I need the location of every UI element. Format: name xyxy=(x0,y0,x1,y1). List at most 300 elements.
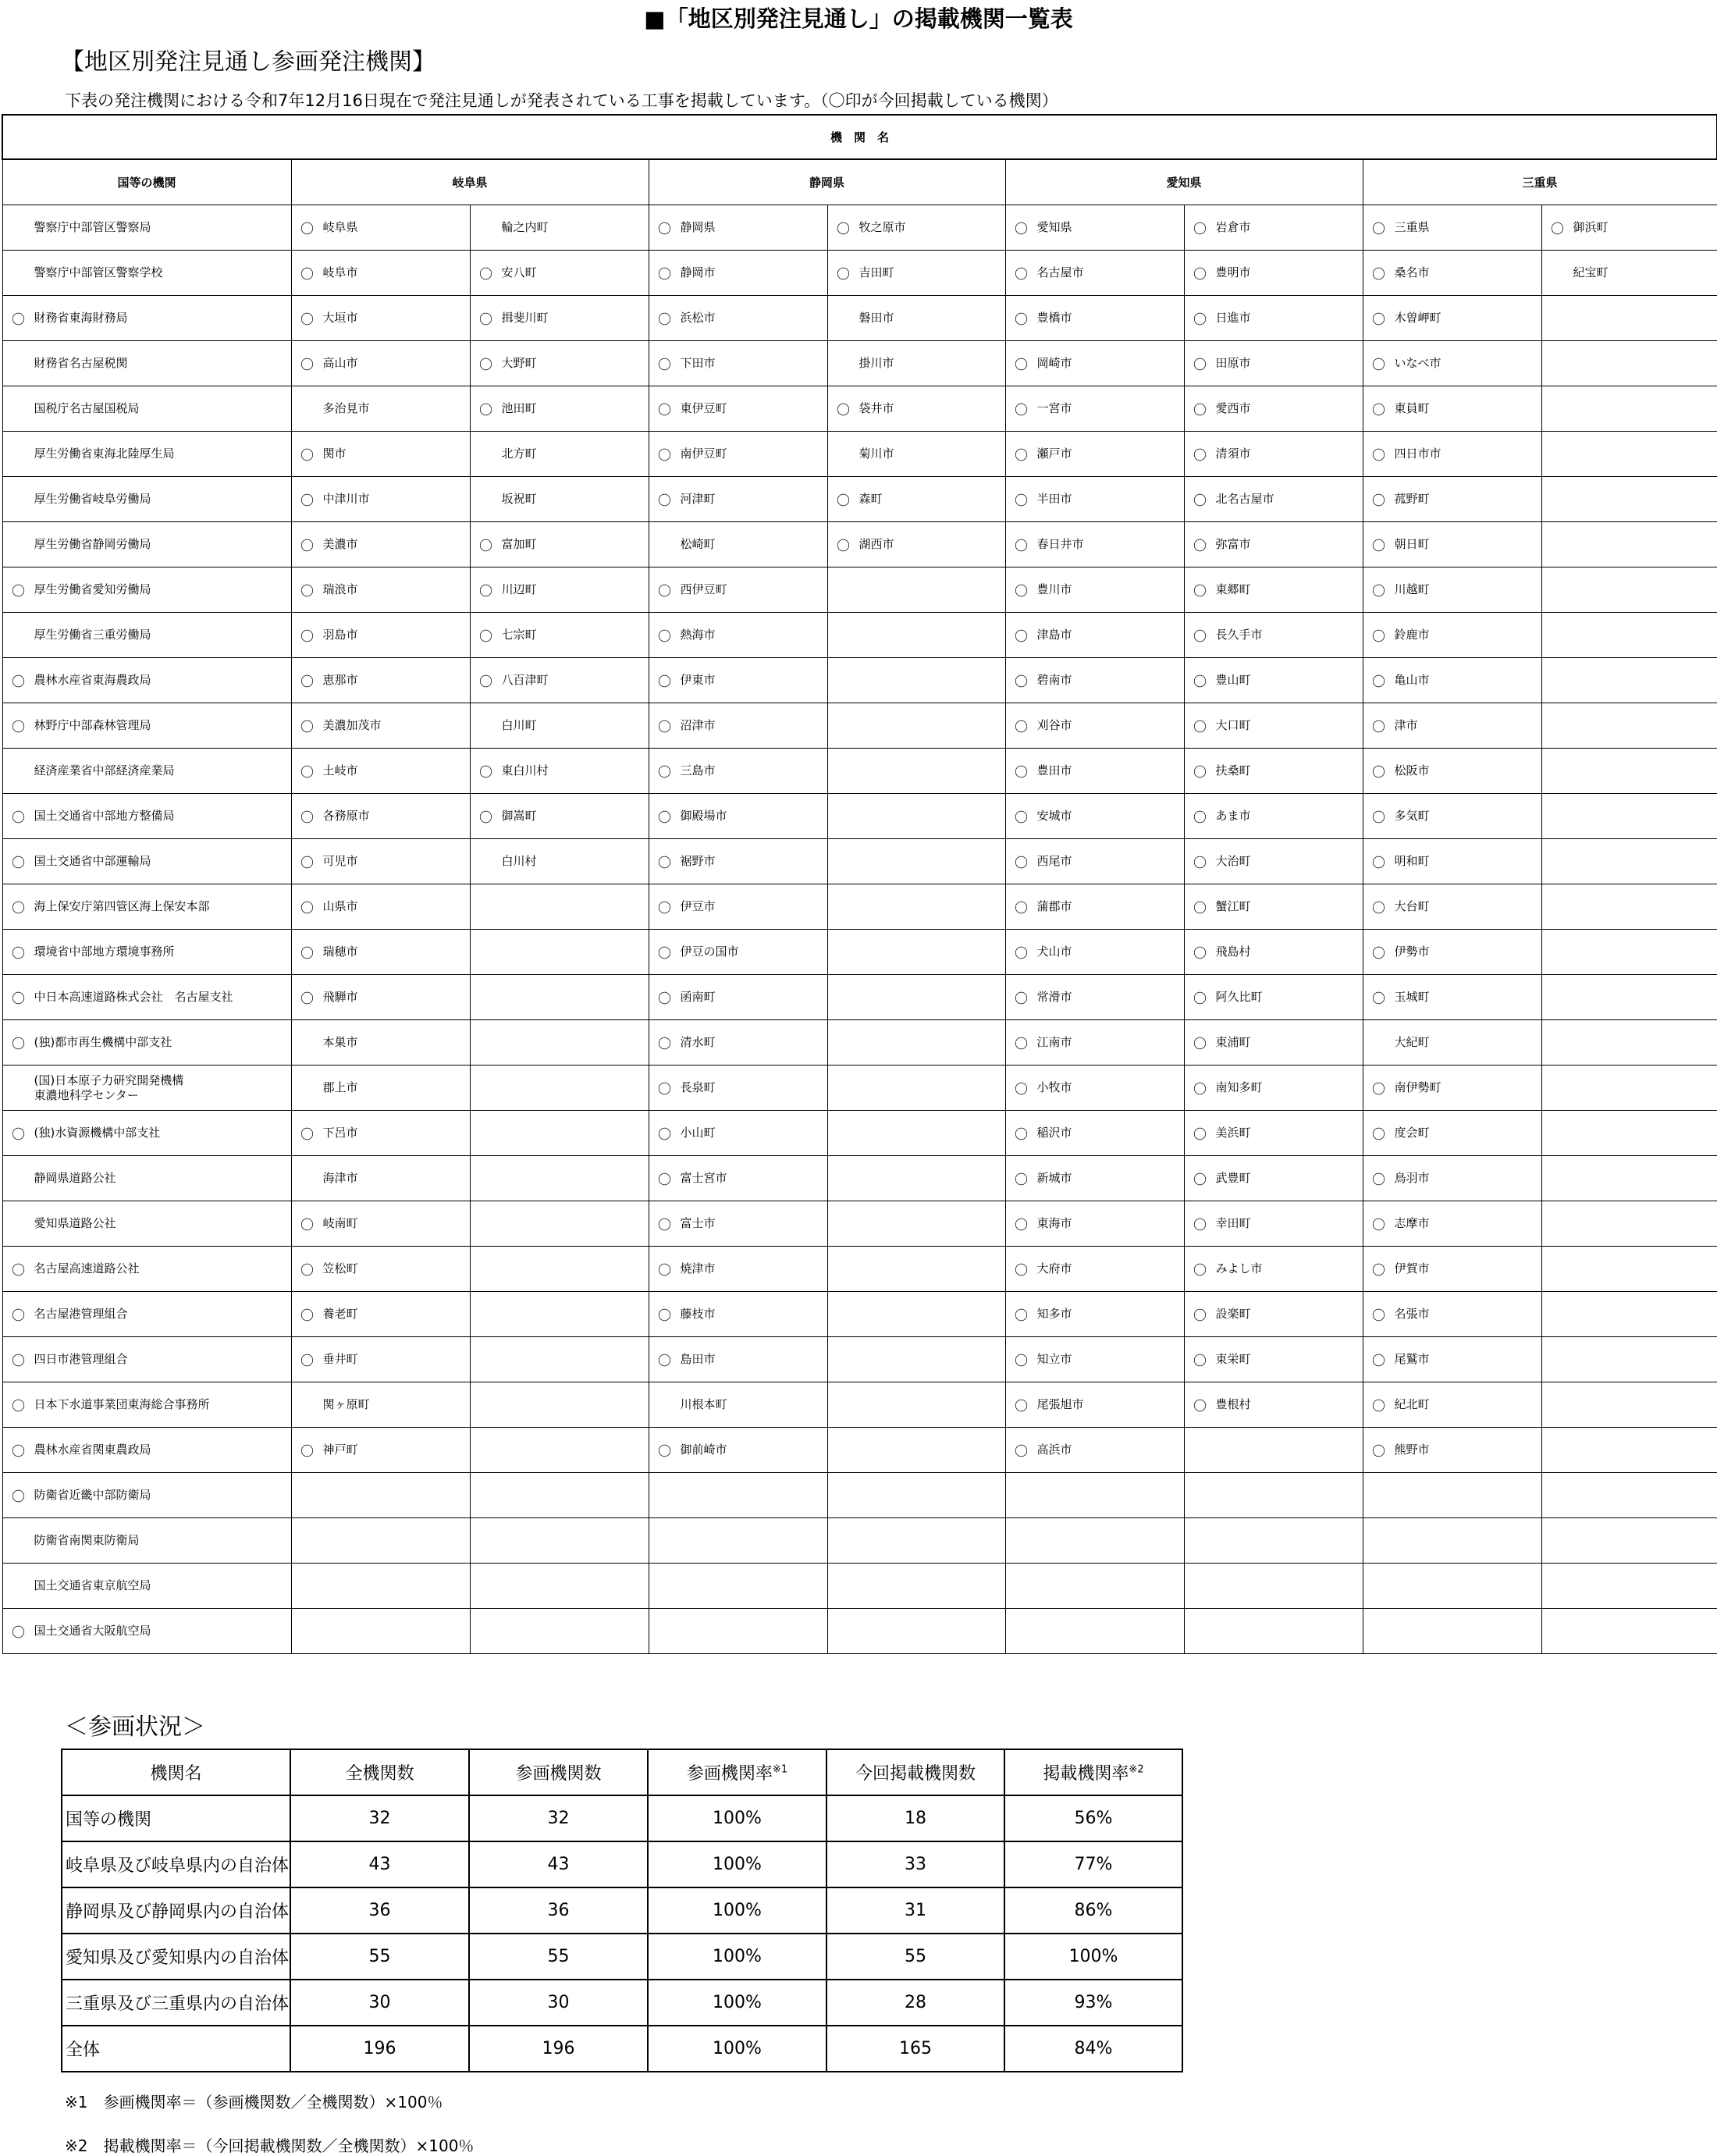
municipality-cell xyxy=(470,1518,649,1564)
municipality-name: 浜松市 xyxy=(680,311,716,325)
agency-cell xyxy=(2,1428,291,1473)
municipality-cell xyxy=(291,1020,470,1066)
municipality-cell xyxy=(827,1201,1005,1247)
column-header-shizuoka: 静岡県 xyxy=(649,159,1005,205)
agency-cell xyxy=(2,884,291,930)
municipality-name: 美濃市 xyxy=(322,537,358,551)
municipality-cell xyxy=(827,386,1005,432)
municipality-cell xyxy=(1005,930,1184,975)
listed-mark: 〇 xyxy=(1372,539,1385,554)
municipality-cell xyxy=(470,567,649,613)
municipality-name: 羽島市 xyxy=(322,628,358,642)
status-column-header xyxy=(62,1749,290,1795)
listed-mark: 〇 xyxy=(1372,946,1385,962)
municipality-name: 飛騨市 xyxy=(322,990,358,1004)
municipality-name: 関ヶ原町 xyxy=(322,1397,370,1411)
municipality-cell xyxy=(1005,251,1184,296)
municipality-name: 東浦町 xyxy=(1215,1035,1251,1049)
municipality-cell xyxy=(291,1247,470,1292)
municipality-cell xyxy=(291,341,470,386)
municipality-cell xyxy=(1005,1473,1184,1518)
municipality-cell xyxy=(291,386,470,432)
municipality-name: 尾鷲市 xyxy=(1394,1352,1430,1366)
municipality-cell xyxy=(1541,432,1717,477)
column-header-gifu: 岐阜県 xyxy=(291,159,649,205)
municipality-name: 津島市 xyxy=(1036,628,1072,642)
municipality-name: 蒲郡市 xyxy=(1036,899,1072,913)
status-row xyxy=(62,1934,1182,1980)
listed-mark: 〇 xyxy=(1372,1399,1385,1414)
listed-mark: 〇 xyxy=(1015,1444,1028,1460)
municipality-cell xyxy=(827,1382,1005,1428)
table-row xyxy=(2,1111,1717,1156)
agency-name: 財務省東海財務局 xyxy=(34,311,128,325)
agency-name: 国土交通省中部運輸局 xyxy=(34,854,151,868)
municipality-name: 弥富市 xyxy=(1215,537,1251,551)
status-row xyxy=(62,2026,1182,2072)
footnote-1: ※1 参画機関率＝（参画機関数／全機関数）×100％ xyxy=(65,2093,443,2112)
listed-mark: 〇 xyxy=(658,403,671,418)
table-row xyxy=(2,1337,1717,1382)
municipality-name: 吉田町 xyxy=(858,265,894,279)
agency-cell xyxy=(2,1518,291,1564)
municipality-cell xyxy=(1005,658,1184,703)
listed-mark: 〇 xyxy=(1193,1399,1207,1414)
listed-mark: 〇 xyxy=(1015,1082,1028,1098)
municipality-cell xyxy=(827,884,1005,930)
municipality-name: 瀬戸市 xyxy=(1036,446,1072,461)
municipality-cell xyxy=(1184,1428,1363,1473)
description-note: 下表の発注機関における令和7年12月16日現在で発注見通しが発表されている工事を掲載しています。（〇印が今回掲載している機関） xyxy=(65,91,1058,110)
municipality-name: 大口町 xyxy=(1215,718,1251,732)
listed-mark: 〇 xyxy=(1015,493,1028,509)
status-value: 55 xyxy=(469,1934,648,1980)
municipality-name: 亀山市 xyxy=(1394,673,1430,687)
listed-mark: 〇 xyxy=(1372,1444,1385,1460)
municipality-cell xyxy=(1184,1473,1363,1518)
status-value: 18 xyxy=(827,1795,1004,1841)
listed-mark: 〇 xyxy=(1372,493,1385,509)
municipality-name: 玉城町 xyxy=(1394,990,1430,1004)
listed-mark: 〇 xyxy=(658,629,671,645)
table-row xyxy=(2,794,1717,839)
municipality-cell xyxy=(649,1473,827,1518)
municipality-cell xyxy=(827,749,1005,794)
table-row xyxy=(2,658,1717,703)
status-value: 100% xyxy=(648,1980,827,2026)
municipality-cell xyxy=(1184,839,1363,884)
status-column-header xyxy=(469,1749,648,1795)
municipality-cell xyxy=(1363,1473,1541,1518)
agency-cell xyxy=(2,296,291,341)
listed-mark: 〇 xyxy=(837,539,850,554)
municipality-name: 岡崎市 xyxy=(1036,356,1072,370)
municipality-cell xyxy=(1363,1518,1541,1564)
agency-name: 農林水産省関東農政局 xyxy=(34,1443,151,1457)
column-header-national: 国等の機関 xyxy=(2,159,291,205)
municipality-name: 豊山町 xyxy=(1215,673,1251,687)
table-row xyxy=(2,1292,1717,1337)
agency-name: 環境省中部地方環境事務所 xyxy=(34,945,175,959)
listed-mark: 〇 xyxy=(1372,1127,1385,1143)
agency-name: 厚生労働省東海北陸厚生局 xyxy=(34,446,175,461)
status-value: 100% xyxy=(648,1795,827,1841)
municipality-name: 御前崎市 xyxy=(680,1443,727,1457)
agency-name: 財務省名古屋税関 xyxy=(34,356,128,370)
municipality-cell xyxy=(1363,1428,1541,1473)
municipality-name: 武豊町 xyxy=(1215,1171,1251,1185)
municipality-cell xyxy=(1363,884,1541,930)
agency-cell xyxy=(2,1156,291,1201)
listed-mark: 〇 xyxy=(1193,856,1207,871)
status-category: 愛知県及び愛知県内の自治体 xyxy=(62,1934,290,1980)
municipality-cell xyxy=(1363,296,1541,341)
listed-mark: 〇 xyxy=(300,267,314,283)
status-row xyxy=(62,1795,1182,1841)
municipality-cell xyxy=(291,251,470,296)
municipality-name: 小山町 xyxy=(680,1126,716,1140)
municipality-cell xyxy=(1184,1292,1363,1337)
municipality-cell xyxy=(649,567,827,613)
municipality-cell xyxy=(649,1066,827,1111)
status-header-label: 全機関数 xyxy=(345,1764,414,1784)
table-row xyxy=(2,432,1717,477)
status-value: 30 xyxy=(290,1980,469,2026)
listed-mark: 〇 xyxy=(12,1489,25,1505)
municipality-name: 志摩市 xyxy=(1394,1216,1430,1230)
municipality-name: 大台町 xyxy=(1394,899,1430,913)
municipality-cell xyxy=(649,341,827,386)
municipality-cell xyxy=(1005,975,1184,1020)
agency-cell xyxy=(2,1609,291,1654)
listed-mark: 〇 xyxy=(1372,674,1385,690)
municipality-cell xyxy=(827,296,1005,341)
municipality-name: 日進市 xyxy=(1215,311,1251,325)
agency-name: 国土交通省東京航空局 xyxy=(34,1578,151,1592)
municipality-cell xyxy=(470,839,649,884)
municipality-name: 愛知県 xyxy=(1036,220,1072,234)
municipality-cell xyxy=(649,1518,827,1564)
status-heading: ＜参画状況＞ xyxy=(65,1713,205,1741)
municipality-cell xyxy=(1184,930,1363,975)
listed-mark: 〇 xyxy=(1193,674,1207,690)
municipality-cell xyxy=(1363,613,1541,658)
listed-mark: 〇 xyxy=(12,312,25,328)
municipality-name: 度会町 xyxy=(1394,1126,1430,1140)
listed-mark: 〇 xyxy=(1015,1354,1028,1369)
municipality-name: みよし市 xyxy=(1215,1261,1263,1275)
municipality-cell xyxy=(470,1247,649,1292)
municipality-cell xyxy=(291,296,470,341)
listed-mark: 〇 xyxy=(300,946,314,962)
municipality-cell xyxy=(1363,794,1541,839)
table-row xyxy=(2,1382,1717,1428)
municipality-name: 江南市 xyxy=(1036,1035,1072,1049)
municipality-name: 山県市 xyxy=(322,899,358,913)
municipality-cell xyxy=(291,703,470,749)
municipality-cell xyxy=(1005,1066,1184,1111)
municipality-name: 可児市 xyxy=(322,854,358,868)
listed-mark: 〇 xyxy=(658,1037,671,1052)
agency-name: (独)水資源機構中部支社 xyxy=(34,1126,161,1140)
status-value: 36 xyxy=(469,1887,648,1934)
municipality-cell xyxy=(827,477,1005,522)
municipality-cell xyxy=(1005,1518,1184,1564)
municipality-cell xyxy=(470,386,649,432)
listed-mark: 〇 xyxy=(1372,1263,1385,1279)
municipality-cell xyxy=(1184,341,1363,386)
municipality-cell xyxy=(827,251,1005,296)
agency-cell xyxy=(2,658,291,703)
municipality-name: 白川町 xyxy=(501,718,537,732)
agency-name: 海上保安庁第四管区海上保安本部 xyxy=(34,899,210,913)
listed-mark: 〇 xyxy=(1372,1218,1385,1233)
municipality-name: 豊根村 xyxy=(1215,1397,1251,1411)
municipality-name: 森町 xyxy=(858,492,883,506)
municipality-name: 明和町 xyxy=(1394,854,1430,868)
municipality-name: 大野町 xyxy=(501,356,537,370)
municipality-name: 東伊豆町 xyxy=(680,401,727,415)
municipality-cell xyxy=(1005,613,1184,658)
municipality-name: 湖西市 xyxy=(858,537,894,551)
status-table xyxy=(61,1749,1183,2072)
footnote-2: ※2 掲載機関率＝（今回掲載機関数／全機関数）×100％ xyxy=(65,2136,475,2155)
municipality-cell xyxy=(291,749,470,794)
municipality-cell xyxy=(291,613,470,658)
status-value: 100% xyxy=(648,1934,827,1980)
listed-mark: 〇 xyxy=(658,1082,671,1098)
listed-mark: 〇 xyxy=(300,1444,314,1460)
listed-mark: 〇 xyxy=(1015,1172,1028,1188)
municipality-name: 多治見市 xyxy=(322,401,370,415)
status-column-header xyxy=(827,1749,1004,1795)
listed-mark: 〇 xyxy=(12,810,25,826)
municipality-name: 関市 xyxy=(322,446,347,461)
municipality-cell xyxy=(1541,703,1717,749)
listed-mark: 〇 xyxy=(1193,312,1207,328)
municipality-cell xyxy=(1363,703,1541,749)
municipality-name: 豊田市 xyxy=(1036,763,1072,777)
agency-name: 名古屋高速道路公社 xyxy=(34,1261,140,1275)
municipality-cell xyxy=(1363,1111,1541,1156)
municipality-name: 美濃加茂市 xyxy=(322,718,382,732)
listed-mark: 〇 xyxy=(479,674,492,690)
status-value: 196 xyxy=(290,2026,469,2072)
agency-name: 林野庁中部森林管理局 xyxy=(34,718,151,732)
municipality-cell xyxy=(1184,884,1363,930)
municipality-name: 大治町 xyxy=(1215,854,1251,868)
listed-mark: 〇 xyxy=(658,674,671,690)
municipality-cell xyxy=(649,1020,827,1066)
listed-mark: 〇 xyxy=(300,856,314,871)
listed-mark: 〇 xyxy=(1015,674,1028,690)
municipality-cell xyxy=(1005,1020,1184,1066)
municipality-cell xyxy=(1363,567,1541,613)
municipality-name: 新城市 xyxy=(1036,1171,1072,1185)
agency-cell xyxy=(2,1066,291,1111)
municipality-name: 南伊勢町 xyxy=(1394,1080,1441,1094)
municipality-name: 設楽町 xyxy=(1215,1307,1251,1321)
listed-mark: 〇 xyxy=(1372,448,1385,464)
municipality-cell xyxy=(827,1428,1005,1473)
status-row xyxy=(62,1887,1182,1934)
listed-mark: 〇 xyxy=(300,1354,314,1369)
agency-name: 警察庁中部管区警察学校 xyxy=(34,265,163,279)
municipality-name: 一宮市 xyxy=(1036,401,1072,415)
municipality-name: 清水町 xyxy=(680,1035,716,1049)
municipality-cell xyxy=(649,839,827,884)
listed-mark: 〇 xyxy=(300,765,314,781)
municipality-cell xyxy=(470,794,649,839)
listed-mark: 〇 xyxy=(479,403,492,418)
municipality-cell xyxy=(1541,1111,1717,1156)
listed-mark: 〇 xyxy=(658,1127,671,1143)
listed-mark: 〇 xyxy=(300,901,314,916)
municipality-cell xyxy=(1363,1066,1541,1111)
agency-name: 厚生労働省岐阜労働局 xyxy=(34,492,151,506)
municipality-name: 碧南市 xyxy=(1036,673,1072,687)
municipality-name: 三島市 xyxy=(680,763,716,777)
municipality-cell xyxy=(1363,1382,1541,1428)
municipality-name: 大垣市 xyxy=(322,311,358,325)
listed-mark: 〇 xyxy=(1193,946,1207,962)
listed-mark: 〇 xyxy=(12,1625,25,1641)
status-value: 196 xyxy=(469,2026,648,2072)
municipality-cell xyxy=(827,1156,1005,1201)
municipality-cell xyxy=(1005,1292,1184,1337)
listed-mark: 〇 xyxy=(1015,946,1028,962)
municipality-cell xyxy=(470,749,649,794)
municipality-cell xyxy=(291,1111,470,1156)
municipality-name: 田原市 xyxy=(1215,356,1251,370)
municipality-name: 長久手市 xyxy=(1215,628,1263,642)
municipality-cell xyxy=(827,1020,1005,1066)
listed-mark: 〇 xyxy=(658,765,671,781)
agency-cell xyxy=(2,205,291,251)
municipality-name: 鈴鹿市 xyxy=(1394,628,1430,642)
listed-mark: 〇 xyxy=(1193,1037,1207,1052)
listed-mark: 〇 xyxy=(1193,222,1207,237)
agency-name: 厚生労働省愛知労働局 xyxy=(34,582,151,596)
listed-mark: 〇 xyxy=(1015,403,1028,418)
municipality-cell xyxy=(470,884,649,930)
municipality-name: 大紀町 xyxy=(1394,1035,1430,1049)
listed-mark: 〇 xyxy=(12,1308,25,1324)
agency-cell xyxy=(2,341,291,386)
status-header-label: 参画機関数 xyxy=(515,1764,602,1784)
municipality-name: 富士市 xyxy=(680,1216,716,1230)
municipality-name: 瑞穂市 xyxy=(322,945,358,959)
municipality-cell xyxy=(1184,975,1363,1020)
listed-mark: 〇 xyxy=(300,1218,314,1233)
listed-mark: 〇 xyxy=(1015,720,1028,735)
municipality-name: 熱海市 xyxy=(680,628,716,642)
municipality-cell xyxy=(827,341,1005,386)
municipality-name: 松崎町 xyxy=(680,537,716,551)
agency-name: 名古屋港管理組合 xyxy=(34,1307,128,1321)
status-header-label: 機関名 xyxy=(150,1764,202,1784)
status-category: 国等の機関 xyxy=(62,1795,290,1841)
municipality-cell xyxy=(827,839,1005,884)
listed-mark: 〇 xyxy=(300,222,314,237)
municipality-name: 島田市 xyxy=(680,1352,716,1366)
municipality-cell xyxy=(827,930,1005,975)
municipality-name: 豊橋市 xyxy=(1036,311,1072,325)
municipality-cell xyxy=(1005,1111,1184,1156)
agency-cell xyxy=(2,1111,291,1156)
municipality-cell xyxy=(1541,251,1717,296)
municipality-cell xyxy=(1541,1247,1717,1292)
municipality-cell xyxy=(291,1564,470,1609)
municipality-cell xyxy=(1363,749,1541,794)
listed-mark: 〇 xyxy=(1015,810,1028,826)
municipality-cell xyxy=(1541,522,1717,567)
municipality-name: 東郷町 xyxy=(1215,582,1251,596)
table-row xyxy=(2,1564,1717,1609)
municipality-cell xyxy=(1363,1609,1541,1654)
listed-mark: 〇 xyxy=(658,1263,671,1279)
municipality-name: 知立市 xyxy=(1036,1352,1072,1366)
listed-mark: 〇 xyxy=(1193,991,1207,1007)
agency-name: (国)日本原子力研究開発機構 東濃地科学センター xyxy=(34,1073,184,1102)
municipality-name: 南伊豆町 xyxy=(680,446,727,461)
listed-mark: 〇 xyxy=(479,765,492,781)
municipality-cell xyxy=(1005,432,1184,477)
municipality-cell xyxy=(1184,251,1363,296)
municipality-name: 沼津市 xyxy=(680,718,716,732)
page-title: ■「地区別発注見通し」の掲載機関一覧表 xyxy=(644,5,1073,32)
status-value: 56% xyxy=(1004,1795,1182,1841)
listed-mark: 〇 xyxy=(12,1127,25,1143)
municipality-cell xyxy=(291,1473,470,1518)
municipality-name: 川根本町 xyxy=(680,1397,727,1411)
table-row xyxy=(2,477,1717,522)
municipality-name: 富加町 xyxy=(501,537,537,551)
municipality-cell xyxy=(470,1428,649,1473)
municipality-name: 四日市市 xyxy=(1394,446,1441,461)
listed-mark: 〇 xyxy=(12,674,25,690)
listed-mark: 〇 xyxy=(658,856,671,871)
listed-mark: 〇 xyxy=(658,901,671,916)
listed-mark: 〇 xyxy=(1372,856,1385,871)
municipality-name: 伊豆の国市 xyxy=(680,945,739,959)
listed-mark: 〇 xyxy=(1193,1172,1207,1188)
municipality-cell xyxy=(291,432,470,477)
municipality-cell xyxy=(1541,205,1717,251)
agency-cell xyxy=(2,1247,291,1292)
listed-mark: 〇 xyxy=(1193,629,1207,645)
municipality-name: 笠松町 xyxy=(322,1261,358,1275)
municipality-cell xyxy=(470,1473,649,1518)
municipality-cell xyxy=(1363,658,1541,703)
municipality-cell xyxy=(1005,522,1184,567)
listed-mark: 〇 xyxy=(658,584,671,599)
municipality-name: 常滑市 xyxy=(1036,990,1072,1004)
status-value: 100% xyxy=(1004,1934,1182,1980)
municipality-cell xyxy=(827,1473,1005,1518)
municipality-cell xyxy=(827,1609,1005,1654)
municipality-cell xyxy=(649,1609,827,1654)
municipality-name: 愛西市 xyxy=(1215,401,1251,415)
status-row xyxy=(62,1841,1182,1887)
status-value: 31 xyxy=(827,1887,1004,1934)
municipality-name: 白川村 xyxy=(501,854,537,868)
listed-mark: 〇 xyxy=(1193,448,1207,464)
municipality-cell xyxy=(827,1247,1005,1292)
municipality-name: 菰野町 xyxy=(1394,492,1430,506)
listed-mark: 〇 xyxy=(300,720,314,735)
municipality-cell xyxy=(1184,703,1363,749)
